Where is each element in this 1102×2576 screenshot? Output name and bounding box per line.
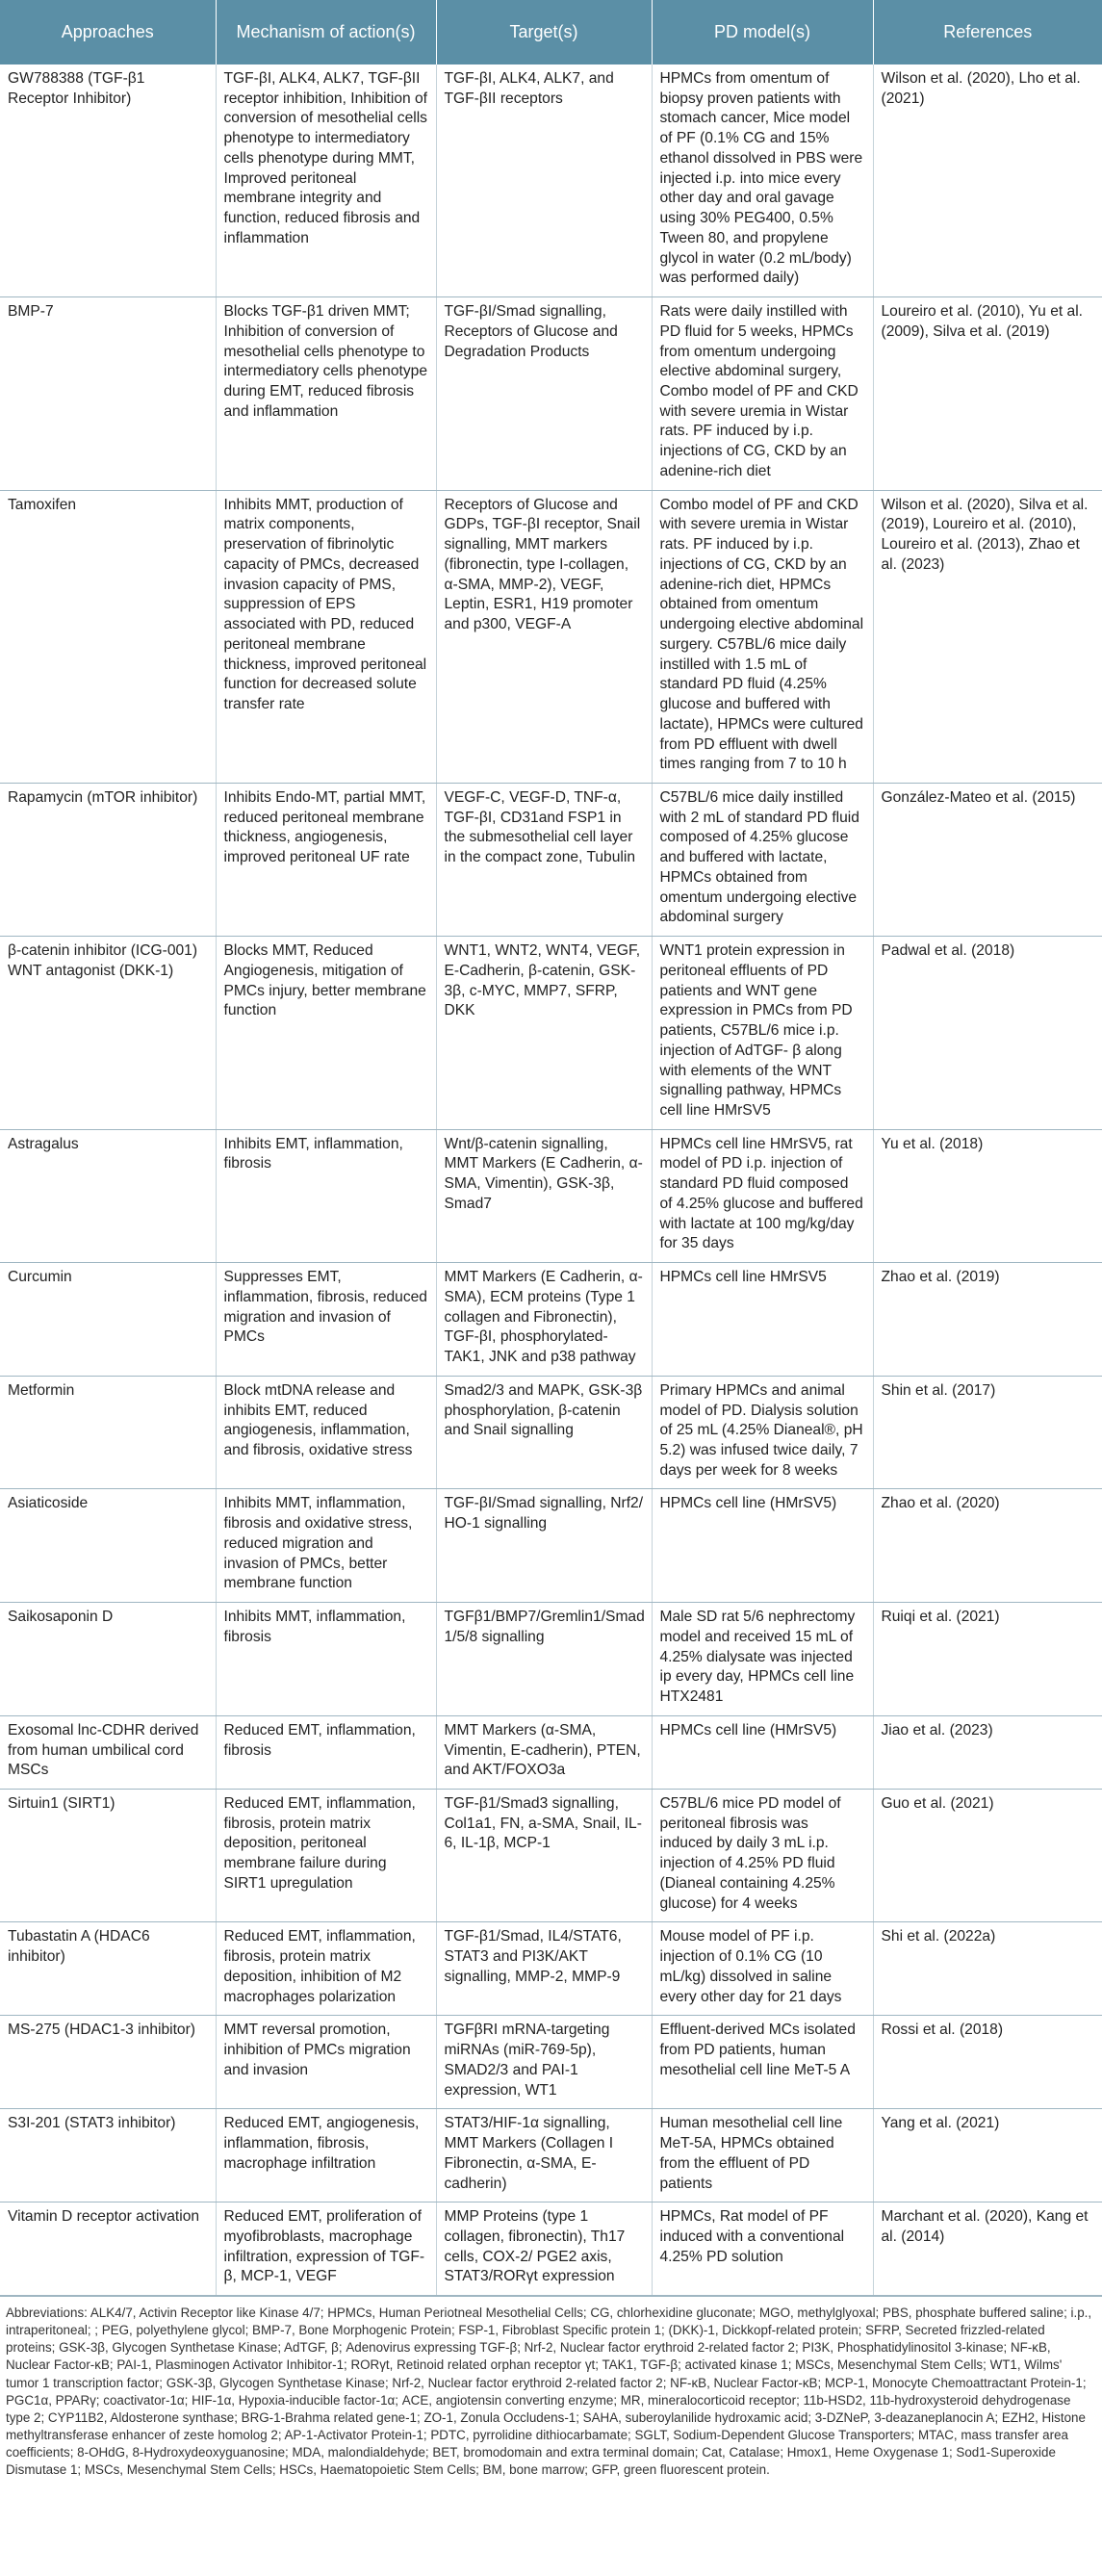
- cell-pd-model: Effluent-derived MCs isolated from PD patients, human mesothelial cell line MeT-5 A: [652, 2016, 873, 2109]
- cell-references: González-Mateo et al. (2015): [873, 783, 1102, 936]
- cell-mechanism: Inhibits MMT, inflammation, fibrosis and oxidative stress, reduced migration and invasion of PMCs, better membrane function: [216, 1489, 436, 1603]
- cell-pd-model: C57BL/6 mice PD model of peritoneal fibrosis was induced by daily 3 mL i.p. injection of 4.25% PD fluid (Dianeal containing 4.25% glucose) for 4 weeks: [652, 1790, 873, 1922]
- cell-targets: MMT Markers (α-SMA, Vimentin, E-cadherin), PTEN, and AKT/FOXO3a: [436, 1715, 652, 1789]
- table-row: [0, 2202, 1102, 2296]
- cell-references: Guo et al. (2021): [873, 1790, 1102, 1922]
- cell-references: Wilson et al. (2020), Lho et al. (2021): [873, 64, 1102, 297]
- cell-mechanism: Inhibits Endo-MT, partial MMT, reduced peritoneal membrane thickness, angiogenesis, improved peritoneal UF rate: [216, 783, 436, 936]
- cell-targets: Wnt/β-catenin signalling, MMT Markers (E Cadherin, α-SMA, Vimentin), GSK-3β, Smad7: [436, 1129, 652, 1262]
- cell-mechanism: TGF-βI, ALK4, ALK7, TGF-βII receptor inhibition, Inhibition of conversion of mesothelial cells phenotype to intermediatory cells phenotype during MMT, Improved peritoneal membrane integrity and function, reduced fibrosis and inflammation: [216, 64, 436, 297]
- table-body: [0, 64, 1102, 2296]
- cell-mechanism: Reduced EMT, angiogenesis, inflammation, fibrosis, macrophage infiltration: [216, 2109, 436, 2202]
- table-row: [0, 1603, 1102, 1716]
- cell-mechanism: Blocks TGF-β1 driven MMT; Inhibition of conversion of mesothelial cells phenotype to intermediatory cells phenotype during EMT, reduced fibrosis and inflammation: [216, 297, 436, 491]
- cell-mechanism: MMT reversal promotion, inhibition of PMCs migration and invasion: [216, 2016, 436, 2109]
- cell-pd-model: C57BL/6 mice daily instilled with 2 mL of standard PD fluid composed of 4.25% glucose and buffered with lactate, HPMCs obtained from omentum undergoing elective abdominal surgery: [652, 783, 873, 936]
- cell-approach: GW788388 (TGF-β1 Receptor Inhibitor): [0, 64, 216, 297]
- cell-targets: TGF-βI/Smad signalling, Receptors of Glucose and Degradation Products: [436, 297, 652, 491]
- cell-references: Padwal et al. (2018): [873, 937, 1102, 1130]
- cell-targets: WNT1, WNT2, WNT4, VEGF, E-Cadherin, β-catenin, GSK-3β, c-MYC, MMP7, SFRP, DKK: [436, 937, 652, 1130]
- cell-approach: MS-275 (HDAC1-3 inhibitor): [0, 2016, 216, 2109]
- cell-targets: Receptors of Glucose and GDPs, TGF-βI receptor, Snail signalling, MMT markers (fibronectin, type I-collagen, α-SMA, MMP-2), VEGF, Leptin, ESR1, H19 promoter and p300, VEGF-A: [436, 490, 652, 783]
- table-row: [0, 937, 1102, 1130]
- header-targets: Target(s): [436, 0, 652, 64]
- cell-pd-model: Human mesothelial cell line MeT-5A, HPMCs obtained from the effluent of PD patients: [652, 2109, 873, 2202]
- cell-approach: BMP-7: [0, 297, 216, 491]
- cell-pd-model: HPMCs from omentum of biopsy proven patients with stomach cancer, Mice model of PF (0.1% CG and 15% ethanol dissolved in PBS were injected i.p. into mice every other day and oral gavage using 30% PEG400, 0.5% Tween 80, and propylene glycol in water (0.2 mL/body) was performed daily): [652, 64, 873, 297]
- cell-pd-model: HPMCs, Rat model of PF induced with a conventional 4.25% PD solution: [652, 2202, 873, 2296]
- cell-approach: Exosomal lnc-CDHR derived from human umbilical cord MSCs: [0, 1715, 216, 1789]
- cell-references: Jiao et al. (2023): [873, 1715, 1102, 1789]
- cell-targets: MMT Markers (E Cadherin, α-SMA), ECM proteins (Type 1 collagen and Fibronectin), TGF-βI, phosphorylated-TAK1, JNK and p38 pathway: [436, 1263, 652, 1377]
- cell-references: Yu et al. (2018): [873, 1129, 1102, 1262]
- cell-references: Shin et al. (2017): [873, 1376, 1102, 1489]
- cell-pd-model: Male SD rat 5/6 nephrectomy model and received 15 mL of 4.25% dialysate was injected ip every day, HPMCs cell line HTX2481: [652, 1603, 873, 1716]
- cell-mechanism: Reduced EMT, proliferation of myofibroblasts, macrophage infiltration, expression of TGF-β, MCP-1, VEGF: [216, 2202, 436, 2296]
- table-row: [0, 1715, 1102, 1789]
- cell-approach: Rapamycin (mTOR inhibitor): [0, 783, 216, 936]
- table-row: [0, 2109, 1102, 2202]
- table-row: [0, 1129, 1102, 1262]
- cell-mechanism: Reduced EMT, inflammation, fibrosis, protein matrix deposition, inhibition of M2 macrophages polarization: [216, 1922, 436, 2016]
- cell-approach: S3I-201 (STAT3 inhibitor): [0, 2109, 216, 2202]
- cell-pd-model: Mouse model of PF i.p. injection of 0.1% CG (10 mL/kg) dissolved in saline every other day for 21 days: [652, 1922, 873, 2016]
- cell-pd-model: HPMCs cell line HMrSV5, rat model of PD i.p. injection of standard PD fluid composed of 4.25% glucose and buffered with lactate at 100 mg/kg/day for 35 days: [652, 1129, 873, 1262]
- cell-pd-model: HPMCs cell line (HMrSV5): [652, 1489, 873, 1603]
- cell-targets: MMP Proteins (type 1 collagen, fibronectin), Th17 cells, COX-2/ PGE2 axis, STAT3/RORγt expression: [436, 2202, 652, 2296]
- header-mechanism: Mechanism of action(s): [216, 0, 436, 64]
- cell-approach: Tamoxifen: [0, 490, 216, 783]
- header-approaches: Approaches: [0, 0, 216, 64]
- cell-references: Zhao et al. (2019): [873, 1263, 1102, 1377]
- cell-mechanism: Suppresses EMT, inflammation, fibrosis, reduced migration and invasion of PMCs: [216, 1263, 436, 1377]
- cell-approach: Tubastatin A (HDAC6 inhibitor): [0, 1922, 216, 2016]
- table-row: [0, 64, 1102, 297]
- table-row: [0, 783, 1102, 936]
- cell-approach: Saikosaponin D: [0, 1603, 216, 1716]
- table-row: [0, 2016, 1102, 2109]
- cell-mechanism: Reduced EMT, inflammation, fibrosis: [216, 1715, 436, 1789]
- cell-mechanism: Reduced EMT, inflammation, fibrosis, protein matrix deposition, peritoneal membrane failure during SIRT1 upregulation: [216, 1790, 436, 1922]
- cell-pd-model: Rats were daily instilled with PD fluid for 5 weeks, HPMCs from omentum undergoing elective abdominal surgery, Combo model of PF and CKD with severe uremia in Wistar rats. PF induced by i.p. injections of CG, CKD by an adenine-rich diet: [652, 297, 873, 491]
- header-references: References: [873, 0, 1102, 64]
- cell-pd-model: Combo model of PF and CKD with severe uremia in Wistar rats. PF induced by i.p. injections of CG, CKD by an adenine-rich diet, HPMCs obtained from omentum undergoing elective abdominal surgery. C57BL/6 mice daily instilled with 1.5 mL of standard PD fluid (4.25% glucose and buffered with lactate), HPMCs were cultured from PD effluent with dwell times ranging from 7 to 10 h: [652, 490, 873, 783]
- cell-targets: TGF-β1/Smad3 signalling, Col1a1, FN, a-SMA, Snail, IL-6, IL-1β, MCP-1: [436, 1790, 652, 1922]
- cell-approach: Metformin: [0, 1376, 216, 1489]
- cell-targets: TGFβ1/BMP7/Gremlin1/Smad 1/5/8 signalling: [436, 1603, 652, 1716]
- cell-references: Wilson et al. (2020), Silva et al. (2019), Loureiro et al. (2010), Loureiro et al. (2013), Zhao et al. (2023): [873, 490, 1102, 783]
- cell-references: Rossi et al. (2018): [873, 2016, 1102, 2109]
- abbreviations-footnote: Abbreviations: ALK4/7, Activin Receptor like Kinase 4/7; HPMCs, Human Periotneal Mesothelial Cells; CG, chlorhexidine gluconate; MGO, methylglyoxal; PBS, phosphate buffered saline; i.p., intraperitoneal; ; PEG, polyethylene glycol; BMP-7, Bone Morphogenic Protein; FSP-1, Fibroblast Specific protein 1; (DKK)-1, Dickkopf-related protein; SFRP, Secreted frizzled-related proteins; GSK-3β, Glycogen Synthetase Kinase; AdTGF, β; Adenovirus expressing TGF-β; Nrf-2, Nuclear factor erythroid 2-related factor 2; PI3K, Phosphatidylinositol 3-kinase; NF-κB, Nuclear Factor-κB; PAI-1, Plasminogen Activator Inhibitor-1; RORγt, Retinoid related orphan receptor γt; TAK1, TGF-β; activated kinase 1; MSCs, Mesenchymal Stem Cells; WT1, Wilms' tumor 1 transcription factor; GSK-3β, Glycogen Synthetase Kinase; Nrf-2, Nuclear factor erythroid 2-related factor 2; NF-κB, Nuclear Factor-κB; MCP-1, Monocyte Chemoattractant Protein-1; PGC1α, PPARγ; coactivator-1α; HIF-1α, Hypoxia-inducible factor-1α; ACE, angiotensin converting enzyme; MR, mineralocorticoid receptor; 11b-HSD2, 11b-hydroxysteroid dehydrogenase type 2; CYP11B2, Aldosterone synthase; BRG-1-Brahma related gene-1; ZO-1, Zonula Occludens-1; SAHA, suberoylanilide hydroxamic acid; 3-DZNeP, 3-deazaneplanocin A; EZH2, Histone methyltransferase enhancer of zeste homolog 2; AP-1-Activator Protein-1; PDTC, pyrrolidine dithiocarbamate; SGLT, Sodium-Dependent Glucose Transporters; MTAC, mass transfer area coefficients; 8-OHdG, 8-Hydroxydeoxyguanosine; MDA, malondialdehyde; BET, bromodomain and extra terminal domain; Cat, Catalase; Hmox1, Heme Oxygenase 1; Sod1-Superoxide Dismutase 1; MSCs, Mesenchymal Stem Cells; HSCs, Haematopoietic Stem Cells; BM, bone marrow; GFP, green fluorescent protein.: [0, 2296, 1102, 2485]
- cell-mechanism: Block mtDNA release and inhibits EMT, reduced angiogenesis, inflammation, and fibrosis, oxidative stress: [216, 1376, 436, 1489]
- cell-mechanism: Inhibits EMT, inflammation, fibrosis: [216, 1129, 436, 1262]
- cell-targets: TGF-βI/Smad signalling, Nrf2/ HO-1 signalling: [436, 1489, 652, 1603]
- cell-mechanism: Blocks MMT, Reduced Angiogenesis, mitigation of PMCs injury, better membrane function: [216, 937, 436, 1130]
- cell-pd-model: HPMCs cell line (HMrSV5): [652, 1715, 873, 1789]
- table-row: [0, 297, 1102, 491]
- cell-references: Loureiro et al. (2010), Yu et al. (2009), Silva et al. (2019): [873, 297, 1102, 491]
- cell-approach: Astragalus: [0, 1129, 216, 1262]
- table-row: [0, 1376, 1102, 1489]
- cell-approach: β-catenin inhibitor (ICG-001) WNT antagonist (DKK-1): [0, 937, 216, 1130]
- cell-references: Marchant et al. (2020), Kang et al. (2014): [873, 2202, 1102, 2296]
- cell-targets: TGF-βI, ALK4, ALK7, and TGF-βII receptors: [436, 64, 652, 297]
- cell-pd-model: Primary HPMCs and animal model of PD. Dialysis solution of 25 mL (4.25% Dianeal®, pH 5.2) was infused twice daily, 7 days per week for 8 weeks: [652, 1376, 873, 1489]
- cell-targets: STAT3/HIF-1α signalling, MMT Markers (Collagen I Fibronectin, α-SMA, E-cadherin): [436, 2109, 652, 2202]
- cell-references: Ruiqi et al. (2021): [873, 1603, 1102, 1716]
- cell-approach: Sirtuin1 (SIRT1): [0, 1790, 216, 1922]
- table-header: [0, 0, 1102, 64]
- cell-pd-model: WNT1 protein expression in peritoneal effluents of PD patients and WNT gene expression in PMCs from PD patients, C57BL/6 mice i.p. injection of AdTGF- β along with elements of the WNT signalling pathway, HPMCs cell line HMrSV5: [652, 937, 873, 1130]
- cell-targets: TGF-β1/Smad, IL4/STAT6, STAT3 and PI3K/AKT signalling, MMP-2, MMP-9: [436, 1922, 652, 2016]
- cell-mechanism: Inhibits MMT, production of matrix components, preservation of fibrinolytic capacity of PMCs, decreased invasion capacity of PMS, suppression of EPS associated with PD, reduced peritoneal membrane thickness, improved peritoneal function for decreased solute transfer rate: [216, 490, 436, 783]
- cell-targets: VEGF-C, VEGF-D, TNF-α, TGF-βI, CD31and FSP1 in the submesothelial cell layer in the compact zone, Tubulin: [436, 783, 652, 936]
- table-row: [0, 1922, 1102, 2016]
- table-row: [0, 1790, 1102, 1922]
- table-row: [0, 1489, 1102, 1603]
- cell-references: Zhao et al. (2020): [873, 1489, 1102, 1603]
- cell-approach: Asiaticoside: [0, 1489, 216, 1603]
- cell-mechanism: Inhibits MMT, inflammation, fibrosis: [216, 1603, 436, 1716]
- cell-references: Yang et al. (2021): [873, 2109, 1102, 2202]
- cell-approach: Curcumin: [0, 1263, 216, 1377]
- table-row: [0, 490, 1102, 783]
- cell-targets: TGFβRI mRNA-targeting miRNAs (miR-769-5p), SMAD2/3 and PAI-1 expression, WT1: [436, 2016, 652, 2109]
- cell-references: Shi et al. (2022a): [873, 1922, 1102, 2016]
- cell-targets: Smad2/3 and MAPK, GSK-3β phosphorylation, β-catenin and Snail signalling: [436, 1376, 652, 1489]
- header-pd-models: PD model(s): [652, 0, 873, 64]
- table-row: [0, 1263, 1102, 1377]
- cell-approach: Vitamin D receptor activation: [0, 2202, 216, 2296]
- cell-pd-model: HPMCs cell line HMrSV5: [652, 1263, 873, 1377]
- header-row: [0, 0, 1102, 64]
